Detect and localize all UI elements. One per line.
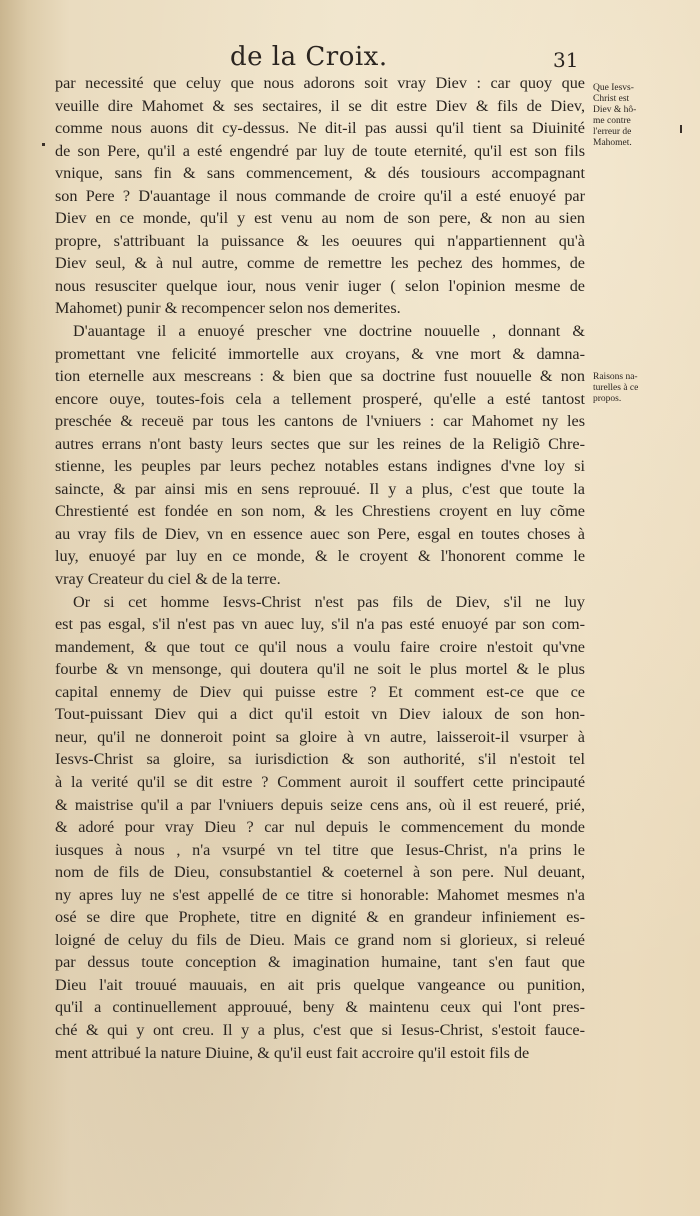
text-line: luy, enuoyé par luy en ce monde, & le croyent & l'honorent comme le (55, 547, 585, 566)
margin-note-line: l'erreur de (593, 127, 632, 137)
text-line: est pas esgal, s'il n'est pas vn auec luy, s'il n'a pas esté enuoyé par son com- (55, 615, 585, 634)
text-line: au vray fils de Diev, vn en essence auec son Pere, esgal en toutes choses à (55, 524, 585, 543)
margin-note-line: Diev & hô- (593, 105, 637, 115)
margin-note-line: propos. (593, 394, 622, 404)
page-number: 31 (553, 48, 579, 72)
text-line: capital ennemy de Diev qui puisse estre ? Et comment est-ce que ce (55, 682, 585, 701)
text-line: vray Createur du ciel & de la terre. (55, 570, 281, 589)
margin-note-line: Raisons na- (593, 372, 638, 382)
margin-note-jesus-christ (593, 83, 693, 149)
margin-note-raisons (593, 372, 693, 405)
text-line: promettant vne felicité immortelle aux croyans, & vne mort & damna- (55, 344, 585, 363)
text-line: ny apres luy ne s'est appellé de ce titre si honorable: Mahomet mesmes n'a (55, 885, 585, 904)
text-line: loigné de celuy du fils de Dieu. Mais ce grand nom si glorieux, si releué (55, 930, 585, 949)
text-line: comme nous auons dit cy-dessus. Ne dit-il pas aussi qu'il tient sa Diuinité (55, 119, 585, 138)
text-line: Diev seul, & à nul autre, comme de remettre les pechez des hommes, de (55, 254, 585, 273)
text-line: encore ouye, toutes-fois cela a tellement prosperé, qu'elle a esté tantost (55, 389, 585, 408)
text-line: fourbe & vn mensonge, qui doutera qu'il ne soit le plus mortel & le plus (55, 660, 585, 679)
text-line: veuille dire Mahomet & ses sectaires, il se dit estre Diev & fils de Diev, (55, 96, 585, 115)
text-line: qu'il a continuellement approuué, beny & maintenu ceux qui l'ont pres- (55, 998, 585, 1017)
text-line: à la verité qu'il se dit estre ? Comment auroit il souffert cette principauté (55, 772, 585, 791)
text-line: ment attribué la nature Diuine, & qu'il eust fait accroire qu'il estoit fils de (55, 1043, 530, 1062)
margin-note-line: me contre (593, 116, 631, 126)
text-line: son Pere ? D'auantage il nous commande de croire qu'il a esté enuoyé par (55, 186, 585, 205)
running-title: de la Croix. (230, 42, 388, 72)
text-line: ché & qui y ont creu. Il y a plus, c'est que si Iesus-Christ, s'estoit fauce- (55, 1020, 585, 1039)
margin-mark (680, 125, 682, 133)
body-text (55, 72, 585, 1064)
text-line: autres errans n'ont basty leurs sectes que sur les reines de la Religiõ Chre- (55, 434, 585, 453)
text-line: tion eternelle aux mescreans : & bien que sa doctrine fust nouuelle & non (55, 367, 585, 386)
text-line: par dessus toute conception & imagination humaine, tant s'en faut que (55, 953, 585, 972)
text-line: Dieu l'ait trouué mauuais, en ait pris quelque vangeance ou punition, (55, 975, 585, 994)
text-line: propre, s'attribuant la puissance & les oeuures qui n'appartiennent qu'à (55, 231, 585, 250)
text-line: osé se dire que Prophete, titre en dignité & en grandeur infiniement es- (55, 908, 585, 927)
text-line: D'auantage il a enuoyé prescher vne doctrine nouuelle , donnant & (73, 322, 585, 341)
text-line: & maistrise qu'il a par l'vniuers depuis seize cens ans, où il est reueré, prié, (55, 795, 585, 814)
text-line: stienne, les peuples par leurs pechez notables estans indignes d'vne loy si (55, 457, 585, 476)
margin-note-line: turelles à ce (593, 383, 639, 393)
text-line: Or si cet homme Iesvs-Christ n'est pas fils de Diev, s'il ne luy (73, 592, 585, 611)
margin-note-line: Que Iesvs- (593, 83, 634, 93)
text-line: Diev en ce monde, qu'il y est venu au nom de son pere, & non au sien (55, 209, 585, 228)
margin-note-line: Mahomet. (593, 138, 632, 148)
text-line: Mahomet) punir & recompencer selon nos demerites. (55, 299, 401, 318)
text-line: nous resusciter quelque iour, nous venir iuger ( selon l'opinion mesme de (55, 276, 585, 295)
text-line: Iesvs-Christ sa gloire, sa iurisdiction & son authorité, s'il n'estoit tel (55, 750, 585, 769)
text-line: mandement, & que tout ce qu'il nous a voulu faire croire n'estoit qu'vne (55, 637, 585, 656)
text-line: Tout-puissant Diev qui a dict qu'il estoit vn Diev ialoux de son hon- (55, 705, 585, 724)
margin-mark (42, 143, 45, 146)
text-line: vnique, sans fin & sans commencement, & dés tousiours accompagnant (55, 164, 585, 183)
text-line: de son Pere, qu'il a esté engendré par luy de toute eternité, qu'il est son fils (55, 141, 585, 160)
text-line: Chrestienté est fondée en son nom, & les Chrestiens croyent en luy cõme (55, 502, 585, 521)
text-line: preschée & receuë par tous les cantons de l'vniuers : car Mahomet ny les (55, 412, 585, 431)
text-line: & adoré pour vray Dieu ? car nul depuis le commencement du monde (55, 818, 585, 837)
text-line: neur, qu'il ne donneroit point sa gloire à vn autre, laisseroit-il vsurper à (55, 727, 585, 746)
text-line: par necessité que celuy que nous adorons soit vray Diev : car quoy que (55, 74, 585, 92)
text-line: saincte, & par ainsi mis en sens reprouué. Il y a plus, c'est que toute la (55, 479, 585, 498)
text-line: nom de fils de Dieu, consubstantiel & coeternel à son pere. Nul deuant, (55, 863, 585, 882)
text-line: iusques à nous , n'a vsurpé vn tel titre que Iesus-Christ, n'a prins le (55, 840, 585, 859)
margin-note-line: Christ est (593, 94, 630, 104)
